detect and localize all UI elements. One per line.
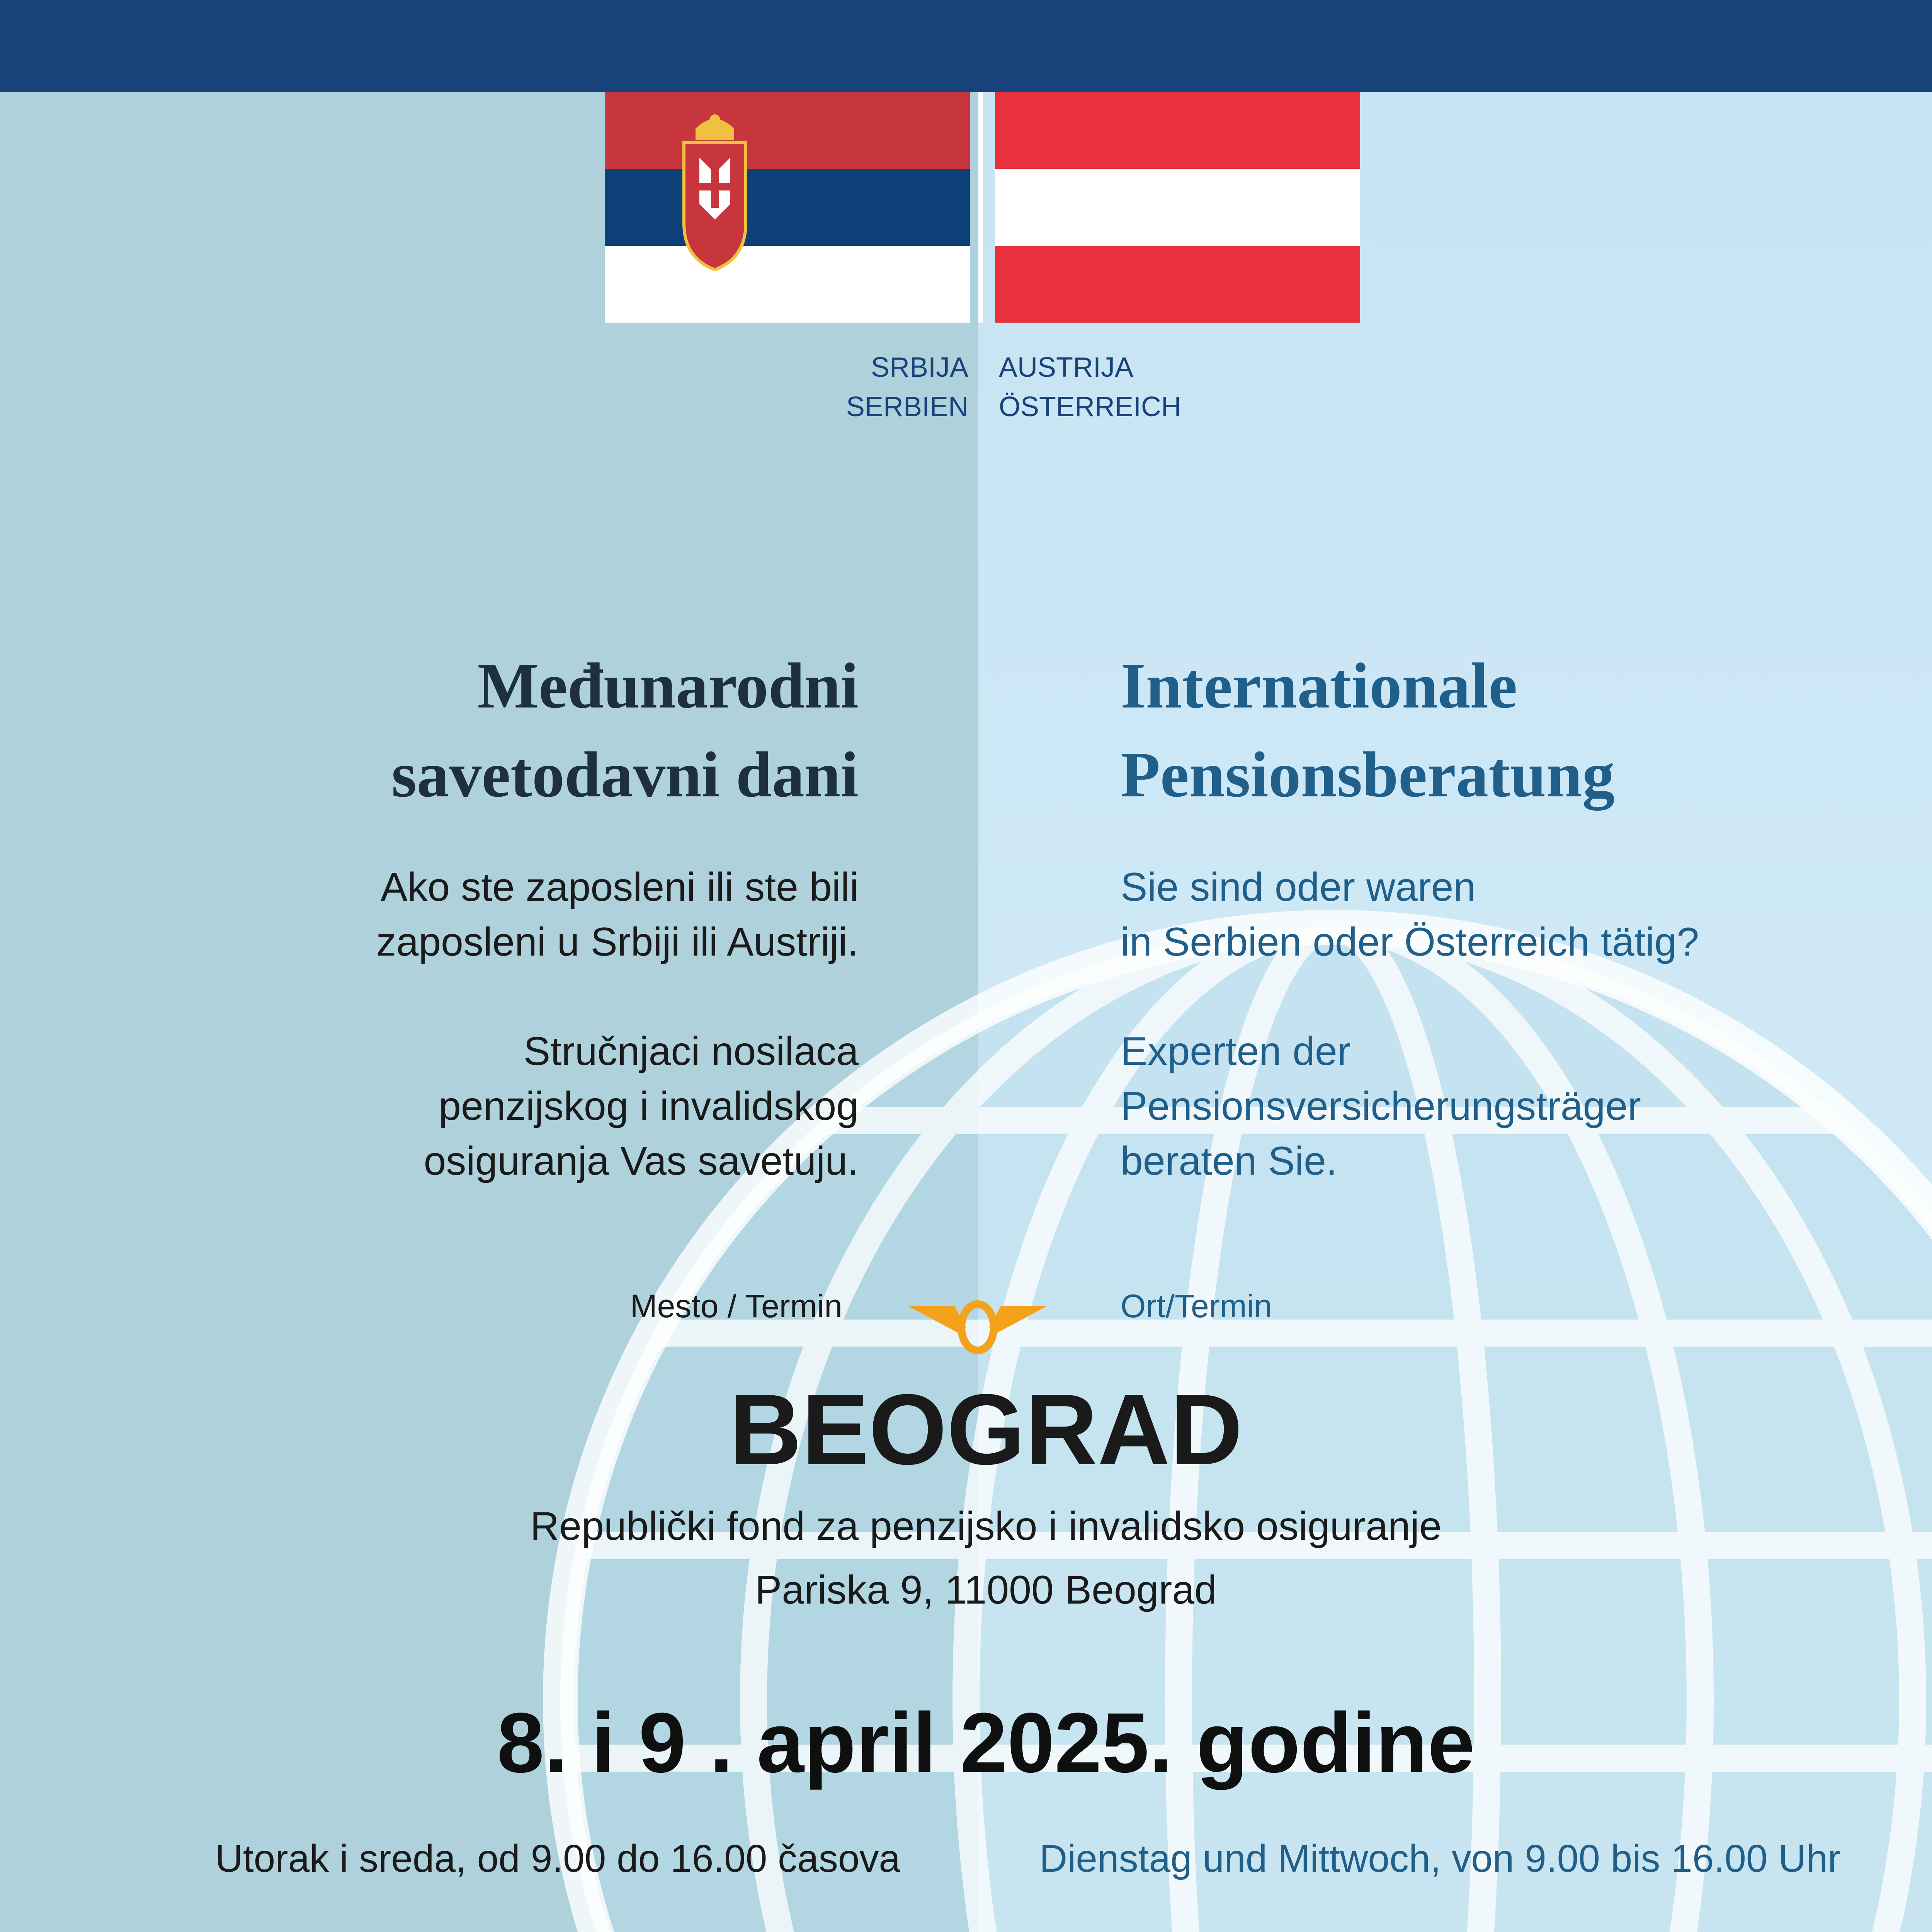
country-austria-de: ÖSTERREICH [999,391,1182,422]
flag-divider [978,92,983,323]
intro-sr-line1: Ako ste zaposleni ili ste bili [380,865,859,910]
title-sr-line1: Međunarodni [477,650,859,722]
title-german [1121,641,1932,819]
hours-german: Dienstag und Mittwoch, von 9.00 bis 16.00 Uhr [1039,1837,1841,1880]
intro-serbian [155,860,859,969]
city-name: BEOGRAD [729,1374,1243,1486]
location-label-de: Ort/Termin [1121,1288,1272,1324]
wing-emblem-icon [908,1298,1047,1356]
intro-de-line2: in Serbien oder Österreich tätig? [1121,920,1699,964]
intro-sr-line2: zaposleni u Srbiji ili Austriji. [376,920,859,964]
country-label-austria [999,348,1347,427]
title-de-line2: Pensionsberatung [1121,739,1615,811]
austria-flag-icon [995,92,1360,323]
experts-sr-line1: Stručnjaci nosilaca [523,1029,859,1074]
country-serbia-de: SERBIEN [846,391,968,422]
country-serbia-sr: SRBIJA [871,352,968,383]
title-de-line1: Internationale [1121,650,1517,722]
intro-german [1121,860,1932,969]
top-bar [0,0,1932,92]
title-serbian [193,641,859,819]
country-austria-sr: AUSTRIJA [999,352,1134,383]
intro-de-line1: Sie sind oder waren [1121,865,1476,910]
experts-de-line3: beraten Sie. [1121,1139,1337,1184]
experts-german [1121,1024,1932,1189]
title-sr-line2: savetodavni dani [391,739,859,811]
hours-serbian: Utorak i sreda, od 9.00 do 16.00 časova [215,1837,900,1880]
institution-name: Republički fond za penzijsko i invalidsko osiguranje [530,1504,1442,1549]
experts-sr-line3: osiguranja Vas savetuju. [423,1139,859,1184]
event-date: 8. i 9 . april 2025. godine [497,1695,1475,1790]
experts-serbian [155,1024,859,1189]
location-label-sr: Mesto / Termin [630,1288,842,1324]
country-label-serbia [734,348,968,427]
experts-de-line2: Pensionsversicherungsträger [1121,1084,1641,1129]
serbia-flag-icon [605,92,970,323]
institution-address: Pariska 9, 11000 Beograd [755,1568,1217,1612]
experts-sr-line2: penzijskog i invalidskog [439,1084,859,1129]
experts-de-line1: Experten der [1121,1029,1351,1074]
